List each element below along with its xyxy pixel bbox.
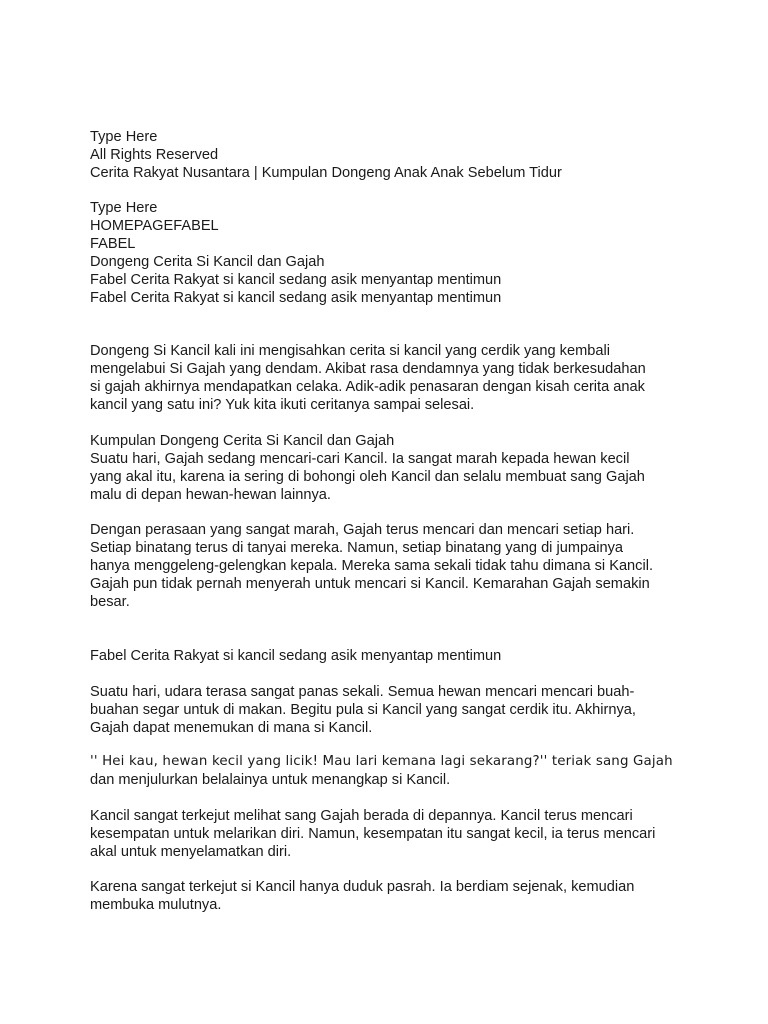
category-label: FABEL [90,236,136,252]
related-link: Fabel Cerita Rakyat si kancil sedang asik menyantap mentimun [90,290,502,306]
story-paragraph [90,521,690,611]
paragraph-line: malu di depan hewan-hewan lainnya. [90,487,331,503]
breadcrumb: HOMEPAGEFABEL [90,218,219,234]
paragraph-line: kancil yang satu ini? Yuk kita ikuti ceritanya sampai selesai. [90,397,475,413]
header-line: All Rights Reserved [90,147,219,163]
paragraph-line: dan menjulurkan belalainya untuk menangkap si Kancil. [90,772,451,788]
quote-line: '' Hei kau, hewan kecil yang licik! Mau lari kemana lagi sekarang?'' teriak sang Gajah [90,754,673,769]
paragraph-line: besar. [90,594,130,610]
story-paragraph [90,878,690,914]
paragraph-line: Suatu hari, udara terasa sangat panas sekali. Semua hewan mencari mencari buah- [90,684,635,700]
paragraph-line: yang akal itu, karena ia sering di bohongi oleh Kancil dan selalu membuat sang Gajah [90,469,645,485]
story-section [90,432,690,504]
paragraph-line: kesempatan untuk melarikan diri. Namun, kesempatan itu sangat kecil, ia terus mencari [90,826,656,842]
subtitle-block [90,647,690,665]
paragraph-line: Kancil sangat terkejut melihat sang Gajah berada di depannya. Kancil terus mencari [90,808,633,824]
header-block [90,128,562,182]
paragraph-line: Dengan perasaan yang sangat marah, Gajah terus mencari dan mencari setiap hari. [90,522,635,538]
paragraph-line: hanya menggeleng-gelengkan kepala. Mereka sama sekali tidak tahu dimana si Kancil. [90,558,654,574]
article-title: Dongeng Cerita Si Kancil dan Gajah [90,254,325,270]
paragraph-line: akal untuk menyelamatkan diri. [90,844,292,860]
related-link: Fabel Cerita Rakyat si kancil sedang asik menyantap mentimun [90,272,502,288]
paragraph-line: Dongeng Si Kancil kali ini mengisahkan cerita si kancil yang cerdik yang kembali [90,343,610,359]
story-paragraph [90,807,690,861]
paragraph-line: Gajah dapat menemukan di mana si Kancil. [90,720,373,736]
paragraph-line: mengelabui Si Gajah yang dendam. Akibat rasa dendamnya yang tidak berkesudahan [90,361,646,377]
story-paragraph [90,683,690,737]
intro-paragraph [90,342,690,414]
nav-block [90,199,501,307]
paragraph-line: si gajah akhirnya mendapatkan celaka. Adik-adik penasaran dengan kisah cerita anak [90,379,645,395]
paragraph-line: Gajah pun tidak pernah menyerah untuk mencari si Kancil. Kemarahan Gajah semakin [90,576,650,592]
quote-paragraph [90,753,690,789]
site-title: Cerita Rakyat Nusantara | Kumpulan Dongeng Anak Anak Sebelum Tidur [90,165,562,181]
section-heading: Kumpulan Dongeng Cerita Si Kancil dan Gajah [90,433,395,449]
nav-line: Type Here [90,200,158,216]
paragraph-line: Karena sangat terkejut si Kancil hanya duduk pasrah. Ia berdiam sejenak, kemudian [90,879,635,895]
paragraph-line: membuka mulutnya. [90,897,222,913]
paragraph-line: Suatu hari, Gajah sedang mencari-cari Kancil. Ia sangat marah kepada hewan kecil [90,451,630,467]
paragraph-line: buahan segar untuk di makan. Begitu pula si Kancil yang sangat cerdik itu. Akhirnya, [90,702,636,718]
story-subtitle: Fabel Cerita Rakyat si kancil sedang asik menyantap mentimun [90,648,502,664]
header-line: Type Here [90,129,158,145]
paragraph-line: Setiap binatang terus di tanyai mereka. Namun, setiap binatang yang di jumpainya [90,540,623,556]
